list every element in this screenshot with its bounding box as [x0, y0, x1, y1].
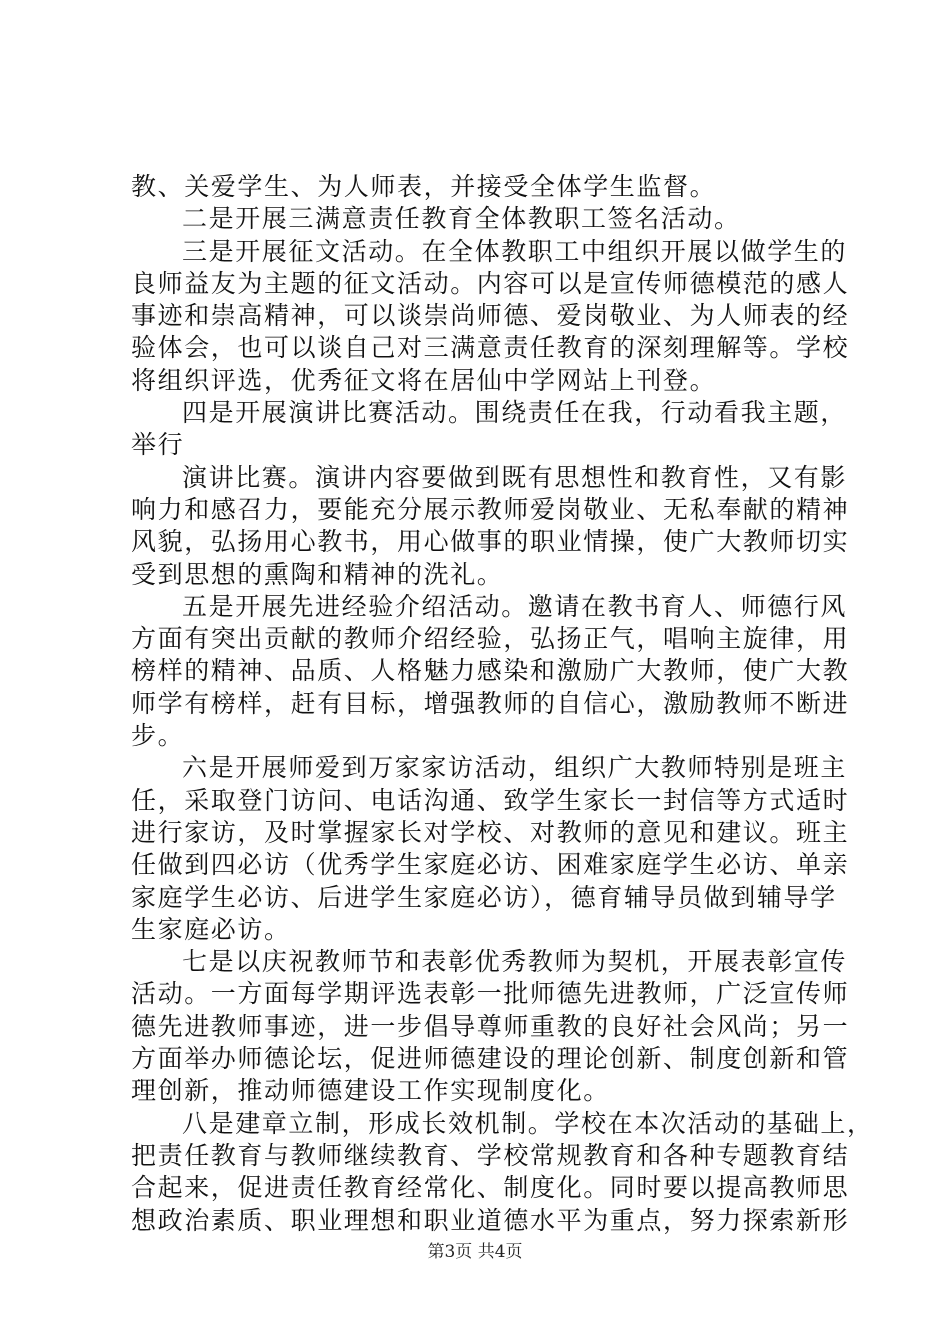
text-line: 六是开展师爱到万家家访活动，组织广大教师特别是班主: [182, 753, 848, 783]
text-line: 方面举办师德论坛，促进师德建设的理论创新、制度创新和管: [131, 1044, 850, 1074]
text-line: 活动。一方面每学期评选表彰一批师德先进教师，广泛宣传师: [131, 979, 850, 1009]
text-line: 任，采取登门访问、电话沟通、致学生家长一封信等方式适时: [131, 785, 850, 815]
text-line: 理创新，推动师德建设工作实现制度化。: [131, 1076, 610, 1106]
text-line: 响力和感召力，要能充分展示教师爱岗敬业、无私奉献的精神: [131, 494, 850, 524]
text-line: 步。: [131, 721, 185, 751]
text-line: 二是开展三满意责任教育全体教职工签名活动。: [182, 204, 741, 234]
text-line: 将组织评选，优秀征文将在居仙中学网站上刊登。: [131, 365, 717, 395]
text-line: 合起来，促进责任教育经常化、制度化。同时要以提高教师思: [131, 1173, 850, 1203]
text-line: 风貌，弘扬用心教书，用心做事的职业情操，使广大教师切实: [131, 527, 850, 557]
text-line: 三是开展征文活动。在全体教职工中组织开展以做学生的: [182, 236, 848, 266]
text-line: 八是建章立制，形成长效机制。学校在本次活动的基础上，: [182, 1108, 874, 1138]
page-footer: 第3页 共4页: [427, 1242, 523, 1262]
text-line: 验体会，也可以谈自己对三满意责任教育的深刻理解等。学校: [131, 333, 850, 363]
text-line: 任做到四必访（优秀学生家庭必访、困难家庭学生必访、单亲: [131, 850, 850, 880]
text-line: 想政治素质、职业理想和职业道德水平为重点，努力探索新形: [131, 1205, 850, 1235]
document-body: [131, 171, 874, 1237]
text-line: 七是以庆祝教师节和表彰优秀教师为契机，开展表彰宣传: [182, 947, 848, 977]
text-line: 良师益友为主题的征文活动。内容可以是宣传师德模范的感人: [131, 268, 850, 298]
text-line: 方面有突出贡献的教师介绍经验，弘扬正气，唱响主旋律，用: [131, 624, 850, 654]
text-line: 事迹和崇高精神，可以谈崇尚师德、爱岗敬业、为人师表的经: [131, 301, 850, 331]
text-line: 教、关爱学生、为人师表，并接受全体学生监督。: [131, 172, 717, 201]
text-line: 师学有榜样，赶有目标，增强教师的自信心，激励教师不断进: [131, 688, 850, 718]
text-line: 家庭学生必访、后进学生家庭必访），德育辅导员做到辅导学: [131, 882, 837, 912]
text-line: 生家庭必访。: [131, 914, 291, 944]
text-line: 受到思想的熏陶和精神的洗礼。: [131, 559, 504, 589]
text-line: 演讲比赛。演讲内容要做到既有思想性和教育性，又有影: [182, 462, 848, 492]
text-line: 把责任教育与教师继续教育、学校常规教育和各种专题教育结: [131, 1140, 850, 1170]
text-line: 五是开展先进经验介绍活动。邀请在教书育人、师德行风: [182, 591, 848, 621]
text-line: 榜样的精神、品质、人格魅力感染和激励广大教师，使广大教: [131, 656, 850, 686]
text-line: 四是开展演讲比赛活动。围绕责任在我，行动看我主题，: [182, 398, 848, 428]
text-line: 进行家访，及时掌握家长对学校、对教师的意见和建议。班主: [131, 817, 850, 847]
text-line: 德先进教师事迹，进一步倡导尊师重教的良好社会风尚；另一: [131, 1011, 850, 1041]
text-line: 举行: [131, 430, 185, 460]
